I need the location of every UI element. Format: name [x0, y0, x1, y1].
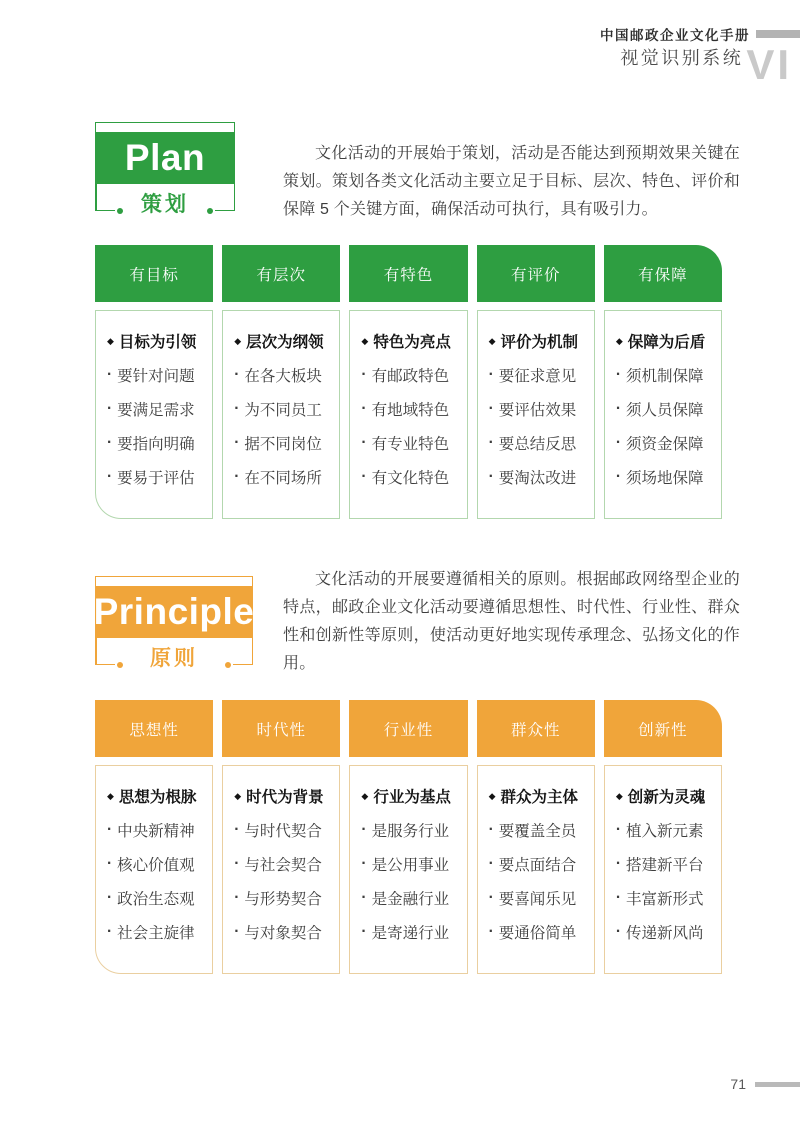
- dot-bullet-icon: ·: [361, 821, 367, 838]
- dot-bullet-icon: ·: [234, 366, 240, 383]
- dot-bullet-icon: ·: [234, 400, 240, 417]
- principle-col-header: 创新性: [604, 700, 722, 757]
- page-footer: [730, 1076, 800, 1092]
- card-item: [234, 813, 337, 847]
- dot-bullet-icon: ·: [234, 889, 240, 906]
- plan-title-en: Plan: [95, 132, 235, 184]
- dot-bullet-icon: ·: [361, 468, 367, 485]
- card-item-text: 据不同岗位: [244, 436, 322, 453]
- dot-bullet-icon: ·: [107, 889, 113, 906]
- dot-bullet-icon: ·: [234, 855, 240, 872]
- diamond-bullet-icon: ◆: [615, 335, 623, 346]
- dot-bullet-icon: ·: [488, 468, 494, 485]
- card-item-text: 在各大板块: [244, 368, 322, 385]
- dot-bullet-icon: ·: [361, 434, 367, 451]
- card-item-text: 植入新元素: [625, 823, 704, 840]
- dot-bullet-icon: ·: [234, 923, 240, 940]
- dot-bullet-icon: ·: [488, 400, 494, 417]
- principle-paragraph: 文化活动的开展要遵循相关的原则。根据邮政网络型企业的特点，邮政企业文化活动要遵循思想性、时代性、行业性、群众性和创新性等原则，使活动更好地实现传承理念、弘扬文化的作用。: [283, 571, 740, 672]
- diamond-bullet-icon: ◆: [107, 790, 114, 801]
- handbook-title: 中国邮政企业文化手册: [600, 28, 750, 43]
- card-item-text: 与形势契合: [244, 891, 322, 908]
- card-item-text: 与对象契合: [244, 925, 322, 942]
- card-item: [107, 813, 210, 847]
- card-item: [361, 915, 464, 949]
- page-number: 71: [730, 1076, 746, 1092]
- dot-bullet-icon: ·: [361, 855, 367, 872]
- dot-bullet-icon: ·: [488, 855, 494, 872]
- card-item-text: 有邮政特色: [371, 368, 450, 385]
- card-lead: [616, 324, 719, 358]
- principle-card: [604, 765, 722, 974]
- dot-bullet-icon: ·: [234, 821, 240, 838]
- card-item: [489, 460, 592, 494]
- card-lead-text: 特色为亮点: [373, 334, 451, 351]
- card-item-text: 是金融行业: [371, 891, 450, 908]
- card-item: [489, 915, 592, 949]
- card-item: [616, 881, 719, 915]
- principle-table: [95, 700, 722, 974]
- card-item-text: 有文化特色: [371, 470, 450, 487]
- card-item: [361, 426, 464, 460]
- card-lead-text: 时代为背景: [246, 789, 324, 806]
- card-item-text: 在不同场所: [244, 470, 322, 487]
- card-item: [616, 358, 719, 392]
- plan-badge-bracket: [95, 184, 235, 216]
- card-item-text: 核心价值观: [117, 857, 195, 874]
- dot-bullet-icon: ·: [615, 434, 621, 451]
- dot-bullet-icon: ·: [234, 468, 240, 485]
- dot-bullet-icon: ·: [488, 821, 494, 838]
- principle-badge: [93, 576, 255, 670]
- dot-bullet-icon: ·: [488, 434, 494, 451]
- plan-card: [349, 310, 467, 519]
- principle-col-header: 行业性: [349, 700, 467, 757]
- card-item: [361, 358, 464, 392]
- card-item-text: 搭建新平台: [625, 857, 704, 874]
- card-lead: [361, 779, 464, 813]
- card-item-text: 有专业特色: [371, 436, 450, 453]
- dot-bullet-icon: ·: [107, 923, 113, 940]
- card-item: [616, 847, 719, 881]
- diamond-bullet-icon: ◆: [234, 335, 242, 346]
- principle-badge-top-strip: [95, 576, 253, 586]
- card-lead: [489, 324, 592, 358]
- card-item-text: 要覆盖全员: [498, 823, 577, 840]
- principle-card: [95, 765, 213, 974]
- card-item-text: 须场地保障: [625, 470, 704, 487]
- plan-card: [95, 310, 213, 519]
- card-item: [361, 460, 464, 494]
- card-item-text: 与社会契合: [244, 857, 322, 874]
- card-item-text: 社会主旋律: [117, 925, 195, 942]
- card-item: [489, 847, 592, 881]
- card-item-text: 要征求意见: [498, 368, 577, 385]
- dot-bullet-icon: ·: [361, 366, 367, 383]
- card-item-text: 是服务行业: [371, 823, 450, 840]
- plan-col-header: 有保障: [604, 245, 722, 302]
- card-item-text: 要指向明确: [117, 436, 195, 453]
- card-lead: [489, 779, 592, 813]
- card-item-text: 要满足需求: [117, 402, 195, 419]
- principle-card: [349, 765, 467, 974]
- plan-col-header: 有目标: [95, 245, 213, 302]
- dot-bullet-icon: ·: [107, 855, 113, 872]
- card-lead-text: 行业为基点: [373, 789, 451, 806]
- card-item: [234, 392, 337, 426]
- card-item: [616, 813, 719, 847]
- card-item: [616, 392, 719, 426]
- principle-title-zh: 原则: [150, 647, 198, 670]
- card-lead: [616, 779, 719, 813]
- card-lead-text: 思想为根脉: [118, 789, 197, 806]
- card-item-text: 传递新风尚: [625, 925, 704, 942]
- card-item: [234, 915, 337, 949]
- card-item: [616, 460, 719, 494]
- card-item-text: 是寄递行业: [371, 925, 450, 942]
- card-lead-text: 保障为后盾: [627, 334, 706, 351]
- card-item-text: 要评估效果: [498, 402, 577, 419]
- card-item: [107, 426, 210, 460]
- dot-bullet-icon: ·: [615, 889, 621, 906]
- dot-bullet-icon: ·: [488, 889, 494, 906]
- vi-logo: VI: [746, 41, 792, 88]
- card-item: [234, 881, 337, 915]
- principle-table-header-row: [95, 700, 722, 757]
- principle-badge-bracket: [95, 638, 253, 670]
- dot-bullet-icon: ·: [615, 400, 621, 417]
- plan-col-header: 有特色: [349, 245, 467, 302]
- card-item: [234, 847, 337, 881]
- principle-title-en: Principle: [95, 586, 253, 638]
- plan-card: [604, 310, 722, 519]
- card-item-text: 丰富新形式: [625, 891, 704, 908]
- dot-bullet-icon: ·: [615, 855, 621, 872]
- vi-system-label: 视觉识别系统: [620, 48, 744, 68]
- card-item: [489, 813, 592, 847]
- plan-badge-top-strip: [95, 122, 235, 132]
- doc-header: [0, 24, 800, 88]
- card-item: [489, 392, 592, 426]
- dot-bullet-icon: ·: [361, 400, 367, 417]
- card-lead: [234, 324, 337, 358]
- diamond-bullet-icon: ◆: [107, 335, 114, 346]
- dot-bullet-icon: ·: [615, 468, 621, 485]
- card-item-text: 中央新精神: [117, 823, 195, 840]
- card-item-text: 要淘汰改进: [498, 470, 577, 487]
- diamond-bullet-icon: ◆: [488, 790, 496, 801]
- dot-bullet-icon: ·: [107, 434, 113, 451]
- card-lead-text: 创新为灵魂: [627, 789, 706, 806]
- card-item: [616, 426, 719, 460]
- principle-col-header: 群众性: [477, 700, 595, 757]
- plan-card: [222, 310, 340, 519]
- doc-header-subtitle-row: [0, 41, 800, 88]
- diamond-bullet-icon: ◆: [361, 335, 369, 346]
- card-lead-text: 评价为机制: [500, 334, 579, 351]
- dot-bullet-icon: ·: [615, 366, 621, 383]
- card-item-text: 须资金保障: [625, 436, 704, 453]
- plan-table-header-row: [95, 245, 722, 302]
- card-item-text: 要总结反思: [498, 436, 577, 453]
- card-item: [361, 392, 464, 426]
- principle-card: [222, 765, 340, 974]
- plan-title-zh: 策划: [141, 193, 189, 216]
- diamond-bullet-icon: ◆: [615, 790, 623, 801]
- card-item: [361, 847, 464, 881]
- card-lead-text: 目标为引领: [118, 334, 197, 351]
- principle-card: [477, 765, 595, 974]
- card-item: [234, 426, 337, 460]
- principle-col-header: 思想性: [95, 700, 213, 757]
- card-item: [107, 915, 210, 949]
- header-bar-decoration: [756, 30, 800, 38]
- dot-bullet-icon: ·: [361, 923, 367, 940]
- footer-bar-decoration: [755, 1082, 800, 1087]
- card-item: [107, 460, 210, 494]
- dot-bullet-icon: ·: [488, 923, 494, 940]
- card-item-text: 须人员保障: [625, 402, 704, 419]
- principle-table-body-row: [95, 765, 722, 974]
- diamond-bullet-icon: ◆: [361, 790, 369, 801]
- plan-table: [95, 245, 722, 519]
- dot-bullet-icon: ·: [488, 366, 494, 383]
- dot-bullet-icon: ·: [107, 821, 113, 838]
- card-item-text: 要点面结合: [498, 857, 577, 874]
- diamond-bullet-icon: ◆: [488, 335, 496, 346]
- dot-bullet-icon: ·: [107, 468, 113, 485]
- plan-paragraph: 文化活动的开展始于策划，活动是否能达到预期效果关键在策划。策划各类文化活动主要立足于目标、层次、特色、评价和保障 5 个关键方面，确保活动可执行，具有吸引力。: [283, 145, 740, 218]
- card-item-text: 要易于评估: [117, 470, 195, 487]
- card-lead-text: 层次为纲领: [246, 334, 324, 351]
- card-item: [107, 358, 210, 392]
- plan-col-header: 有层次: [222, 245, 340, 302]
- diamond-bullet-icon: ◆: [234, 790, 242, 801]
- dot-bullet-icon: ·: [361, 889, 367, 906]
- card-item-text: 与时代契合: [244, 823, 322, 840]
- dot-bullet-icon: ·: [107, 366, 113, 383]
- card-item-text: 要通俗简单: [498, 925, 577, 942]
- card-item: [234, 358, 337, 392]
- card-item: [107, 847, 210, 881]
- card-lead: [234, 779, 337, 813]
- card-lead: [107, 324, 210, 358]
- doc-header-title-row: [0, 24, 800, 44]
- card-item-text: 是公用事业: [371, 857, 450, 874]
- card-item-text: 政治生态观: [117, 891, 195, 908]
- card-lead-text: 群众为主体: [500, 789, 579, 806]
- card-item: [489, 358, 592, 392]
- card-item: [107, 392, 210, 426]
- principle-col-header: 时代性: [222, 700, 340, 757]
- card-item-text: 要针对问题: [117, 368, 195, 385]
- card-item: [234, 460, 337, 494]
- plan-col-header: 有评价: [477, 245, 595, 302]
- card-item: [489, 426, 592, 460]
- plan-badge: [95, 122, 235, 216]
- plan-table-body-row: [95, 310, 722, 519]
- card-item: [107, 881, 210, 915]
- card-item-text: 须机制保障: [625, 368, 704, 385]
- dot-bullet-icon: ·: [615, 821, 621, 838]
- dot-bullet-icon: ·: [107, 400, 113, 417]
- card-item-text: 有地域特色: [371, 402, 450, 419]
- card-item-text: 要喜闻乐见: [498, 891, 577, 908]
- dot-bullet-icon: ·: [234, 434, 240, 451]
- card-item-text: 为不同员工: [244, 402, 322, 419]
- card-lead: [361, 324, 464, 358]
- card-lead: [107, 779, 210, 813]
- plan-card: [477, 310, 595, 519]
- card-item: [361, 881, 464, 915]
- dot-bullet-icon: ·: [615, 923, 621, 940]
- card-item: [361, 813, 464, 847]
- card-item: [616, 915, 719, 949]
- card-item: [489, 881, 592, 915]
